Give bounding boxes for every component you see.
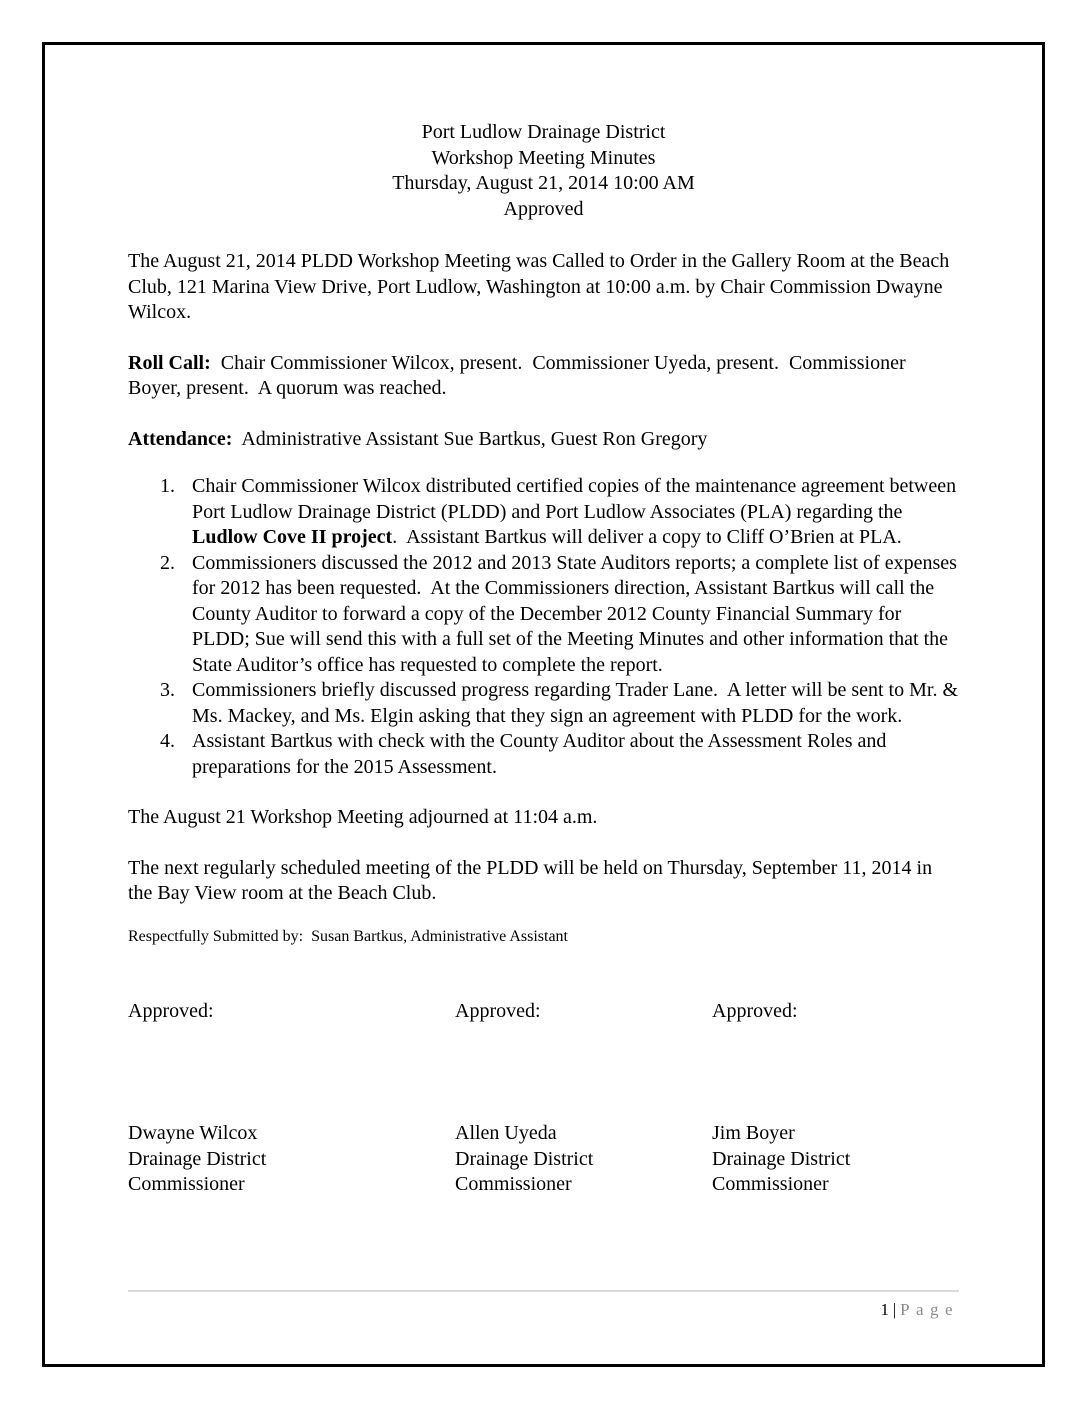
signer-name: Allen Uyeda [455, 1122, 557, 1144]
list-item-text-post: . Assistant Bartkus will deliver a copy to Cliff O’Brien at PLA. [392, 526, 902, 548]
signer-info [712, 1121, 959, 1198]
list-item [128, 678, 963, 729]
signature-block [128, 999, 959, 1198]
signer-info [128, 1121, 455, 1198]
approved-label: Approved: [455, 999, 541, 1022]
opening-paragraph: The August 21, 2014 PLDD Workshop Meeting was Called to Order in the Gallery Room at the Beach Club, 121 Marina View Drive, Port Ludlow, Washington at 10:00 a.m. by Chair Commission Dwayne Wilcox. [128, 250, 955, 323]
roll-call-paragraph [128, 351, 959, 402]
list-item-text [192, 474, 962, 551]
document-subtitle: Workshop Meeting Minutes [431, 146, 656, 169]
list-item [128, 551, 962, 679]
document-date-line: Thursday, August 21, 2014 10:00 AM [392, 172, 695, 194]
list-item-text [192, 551, 962, 679]
list-item-text-pre: Chair Commissioner Wilcox distributed certified copies of the maintenance agreement between Port Ludlow Drainage District (PLDD) and Port Ludlow Associates (PLA) regarding the [192, 475, 962, 523]
signer-title-line1: Drainage District [712, 1147, 851, 1170]
page-footer [128, 1290, 959, 1320]
document-page [42, 42, 1045, 1367]
document-title-block [128, 120, 959, 222]
signer-title-line1: Drainage District [455, 1147, 594, 1170]
submitted-line: Respectfully Submitted by: Susan Bartkus, Administrative Assistant [128, 927, 568, 945]
list-item [128, 474, 962, 551]
approved-label: Approved: [128, 999, 214, 1022]
document-status-line: Approved [503, 197, 584, 220]
signature-column [128, 999, 455, 1198]
attendance-paragraph [128, 427, 959, 453]
list-item-number: 3. [160, 679, 175, 701]
adjourned-paragraph: The August 21 Workshop Meeting adjourned at 11:04 a.m. [128, 806, 598, 828]
list-item-text-bold: Ludlow Cove II project [192, 526, 393, 548]
list-item-text-pre: Commissioners briefly discussed progress regarding Trader Lane. A letter will be sent to Mr. & Ms. Mackey, and Ms. Elgin asking that they sign an agreement with PLDD for the work. [192, 679, 963, 727]
footer-page-label: Page [900, 1300, 959, 1319]
signature-column [712, 999, 959, 1198]
signer-name: Dwayne Wilcox [128, 1122, 258, 1144]
list-item-number: 4. [160, 730, 175, 752]
list-item-text [192, 678, 963, 729]
attendance-label: Attendance: [128, 427, 233, 450]
document-content [45, 45, 1042, 1198]
signature-column [455, 999, 712, 1198]
footer-divider-line [128, 1290, 959, 1292]
roll-call-text: Chair Commissioner Wilcox, present. Commissioner Uyeda, present. Commissioner Boyer, present. A quorum was reached. [128, 351, 911, 399]
list-item-text-pre: Commissioners discussed the 2012 and 2013 State Auditors reports; a complete list of expenses for 2012 has been requested. At the Commissioners direction, Assistant Bartkus will call the County Auditor to forward a copy of the December 2012 County Financial Summary for PLDD; Sue will send this with a full set of the Meeting Minutes and other information that the State Auditor’s office has requested to complete the report. [192, 551, 962, 676]
list-item-text-pre: Assistant Bartkus with check with the County Auditor about the Assessment Roles and preparations for the 2015 Assessment. [192, 730, 892, 778]
signer-name: Jim Boyer [712, 1122, 795, 1144]
signer-info [455, 1121, 712, 1198]
signer-title-line2: Commissioner [455, 1173, 572, 1195]
signer-title-line1: Drainage District [128, 1147, 267, 1170]
list-item-number: 1. [160, 475, 175, 497]
list-item-number: 2. [160, 551, 175, 574]
next-meeting-paragraph: The next regularly scheduled meeting of the PLDD will be held on Thursday, September 11, 2014 in the Bay View room at the Beach Club. [128, 856, 938, 904]
footer-page-indicator [128, 1300, 959, 1320]
agenda-item-list [128, 474, 963, 780]
list-item [128, 729, 959, 780]
footer-separator: | [892, 1300, 897, 1319]
signer-title-line2: Commissioner [712, 1173, 829, 1195]
approved-label: Approved: [712, 999, 798, 1022]
footer-page-number: 1 [880, 1300, 891, 1319]
roll-call-label: Roll Call: [128, 351, 211, 374]
signer-title-line2: Commissioner [128, 1173, 245, 1195]
document-title: Port Ludlow Drainage District [421, 121, 666, 143]
attendance-text: Administrative Assistant Sue Bartkus, Guest Ron Gregory [232, 427, 708, 450]
list-item-text [192, 729, 959, 780]
